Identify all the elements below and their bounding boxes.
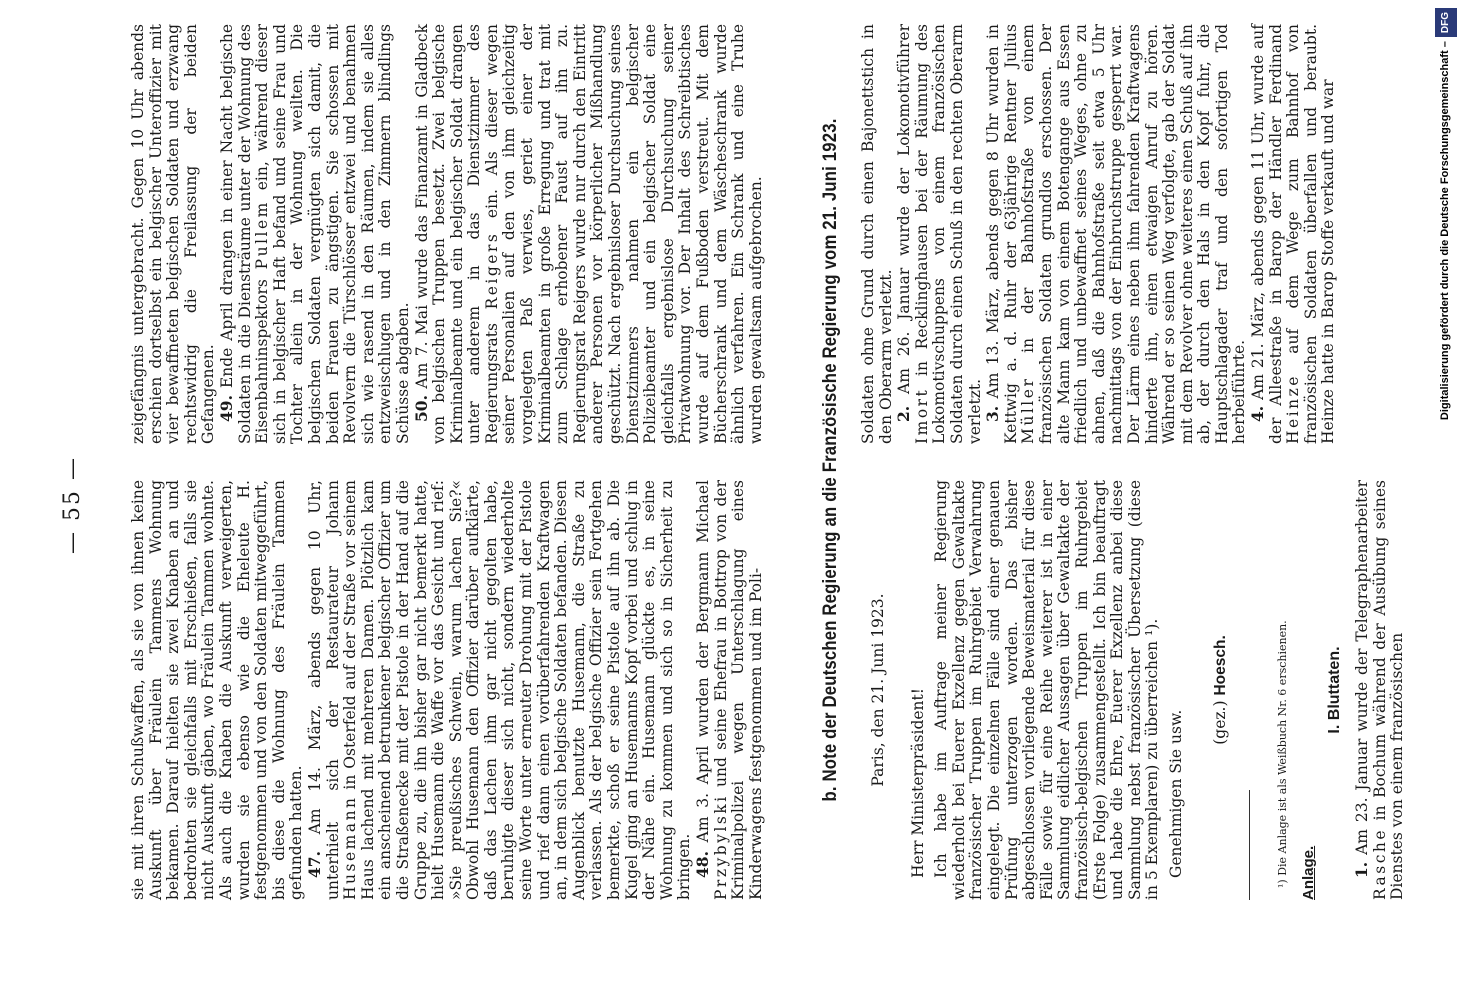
paragraph-text: in der Bahnhofstraße von einem französischen Soldaten grundlos erschossen. Der alte Mann kam von einem Botengange aus Essen friedlich und unbewaffnet seines Weges, ohne zu ahnen, daß die Bahnhofstraße seit etwa 5 Uhr nachmittags von der Einbruchstruppe gesperrt war. Der Lärm eines neben ihm fahrenden Kraftwagens hinderte ihn, einen etwaigen Anruf zu hören. Während er so seinen Weg verfolgte, gab der Soldat mit dem Revolver ohne weiteres einen Schuß auf ihn ab, der durch den Hals in den Kopf fuhr, die Hauptschlagader traf und den sofortigen Tod herbeiführte. [1019, 24, 1249, 444]
paragraph-text: und seine Ehefrau in Bottrop von der Kriminalpolizei wegen Unterschlagung eines Kinderwagens festgenommen und im Poli- [711, 480, 765, 900]
paragraph-number: 48. [693, 851, 712, 878]
paragraph-continuation: zeigefängnis untergebracht. Gegen 10 Uhr abends erschien dortselbst ein belgischer Unteroffizier mit vier bewaffneten belgischen Soldaten und erzwang rechtswidrig die Freilassung der beiden Gefangenen. [129, 24, 218, 444]
paragraph-text: Am 13. März, abends gegen 8 Uhr wurden in Kettwig a. d. Ruhr der 63jährige Rentner Julius [984, 24, 1020, 444]
person-name: Imort [912, 387, 931, 444]
paragraph-number: 50. [411, 395, 431, 422]
signature-name: Hoesch. [1211, 635, 1229, 696]
footnote-rule [1249, 790, 1250, 900]
paragraph-number: 1. [1352, 861, 1372, 878]
paragraph-text: Am 14. März, abends gegen 10 Uhr, unterhielt sich der Restaurateur Johann [305, 480, 342, 900]
paragraph-text: ein. Als dieser wegen seiner Personalien auf den von ihm gleichzeitig vorgelegten Paß verwies, geriet einer der Kriminalbeamten in große Erregung und trat mit zum Schlage erhobener Faust auf ihn zu. Regierungsrat Reigers wurde nur durch den Eintritt anderer Personen vor körperlicher Mißhandlung geschützt. Nach ergebnisloser Durchsuchung seines Dienstzimmers nahmen ein belgischer Polizeibeamter und ein belgischer Soldat eine gleichfalls ergebnislose Durchsuchung seiner Privatwohnung vor. Der Inhalt des Schreibtisches wurde auf dem Fußboden verstreut. Mit dem Bücherschrank und dem Wäscheschrank wurde ähnlich verfahren. Ein Schrank und eine Truhe wurden gewaltsam aufgebrochen. [482, 24, 765, 444]
person-name: Rasche [1370, 827, 1389, 900]
paragraph-text: Am 21. März, abends gegen 11 Uhr, wurde auf der Alleestraße in Barop der Händler Ferdinand [1249, 24, 1285, 444]
paragraph-number: 3. [983, 405, 1003, 422]
column-bottom-left [860, 480, 1407, 900]
person-name: Pullem [253, 200, 272, 270]
digitization-credit-text [1434, 0, 1456, 1000]
appendix-label: Anlage. [1300, 845, 1318, 900]
paragraph-47 [306, 480, 694, 900]
paragraph-number: 47. [304, 851, 324, 878]
letter-date: Paris, den 21. Juni 1923. [869, 593, 887, 787]
paragraph-2 [895, 24, 984, 444]
person-name: Müller [1019, 376, 1038, 444]
letter-salutation: Herr Ministerpräsident! [908, 688, 927, 878]
paragraph-text: Am 3. April wurden der Bergmann Michael [694, 480, 712, 843]
column-top-right [130, 24, 810, 444]
person-name: Reigers [482, 231, 501, 310]
paragraph-text: auf dem Wege zum Bahnhof von französischen Soldaten überfallen und beraubt. Heinze hatte in Barop Stoffe verkauft und war [1284, 24, 1338, 444]
paragraph-number: 4. [1248, 405, 1268, 422]
paragraph-continuation: sie mit ihren Schußwaffen, als sie von ihnen keine Auskunft über Fräulein Tammens Wohnung bekamen. Darauf hielten sie zwei Knaben an und bedrohten sie gleichfalls mit Erschießen, falls sie nicht Auskunft gäben, wo Fräulein Tammen wohnte. Als auch die Knaben die Auskunft verweigerten, wurden sie ebenso wie die Eheleute H. festgenommen und von den Soldaten mitweggeführt, bis diese die Wohnung des Fräulein Tammen gefunden hatten. [129, 480, 306, 900]
paragraph-number: 2. [894, 405, 914, 422]
person-name: Przybylski [711, 794, 730, 900]
footnote: ¹) Die Anlage ist als Weißbuch Nr. 6 erschienen. [1276, 620, 1290, 888]
page-number: — 55 — [60, 456, 85, 554]
paragraph-continuation: Soldaten ohne Grund durch einen Bajonettstich in den Oberarm verletzt. [859, 24, 895, 444]
letter-signature [1212, 480, 1230, 900]
paragraph-number: 49. [216, 395, 236, 422]
paragraph-text: in Osterfeld auf der Straße vor seinem Haus lachend mit mehreren Damen. Plötzlich kam ein anscheinend betrunkener belgischer Offizier um die Straßenecke mit der Pistole in der Hand auf die Gruppe zu, die ihn bisher gar nicht bemerkt hatte, hielt Husemann die Waffe vor das Gesicht und rief: »Sie preußisches Schwein, warum lachen Sie?« Obwohl Husemann den Offizier darüber aufklärte, daß das Lachen ihm gar nicht gegolten habe, beruhigte dieser sich nicht, sondern wiederholte seine Worte unter erneuter Drohung mit der Pistole und rief dann einen vorüberfahrenden Kraftwagen an, in dem sich belgische Soldaten befanden. Diesen Augenblick benutzte Husemann, die Straße zu verlassen. Als der belgische Offizier sein Fortgehen bemerkte, schoß er seine Pistole auf ihn ab. Die Kugel ging an Husemanns Kopf vorbei und schlug in der Nähe ein. Husemann glückte es, in seine Wohnung zu kommen und sich so in Sicherheit zu bringen. [341, 480, 694, 900]
paragraph-3 [984, 24, 1249, 444]
appendix-subheading: I. Bluttaten. [1325, 646, 1343, 734]
section-heading: b. Note der Deutschen Regierung an die Französische Regierung vom 21. Juni 1923. [820, 118, 841, 802]
column-bottom-right [860, 24, 1380, 444]
signature-prefix: (gez.) [1210, 700, 1229, 745]
paragraph-49 [218, 24, 413, 444]
person-name: Heinze [1284, 374, 1303, 444]
paragraph-1 [1353, 480, 1407, 900]
paragraph-text: in Recklinghausen bei der Räumung des Lokomotivschuppens von einem französischen Soldaten durch einen Schuß in den rechten Oberarm verletzt. [912, 24, 984, 444]
paragraph-50 [413, 24, 766, 444]
dfg-logo: DFG [1435, 8, 1457, 37]
paragraph-4 [1249, 24, 1338, 444]
person-name: Husemann [341, 795, 360, 900]
digitization-credit [1412, 0, 1451, 1000]
letter-body: Ich habe im Auftrage meiner Regierung wiederholt bei Euerer Exzellenz gegen Gewaltakte französischer Truppen im Ruhrgebiet Verwahrung eingelegt. Die einzelnen Fälle sind einer genauen Prüfung unterzogen worden. Das bisher abgeschlossen vorliegende Beweismaterial für diese Fälle sowie für eine Reihe weiterer ist in einer Sammlung eidlicher Aussagen über Gewaltakte der französisch-belgischen Truppen im Ruhrgebiet (Erste Folge) zusammengestellt. Ich bin beauftragt und habe die Ehre, Euerer Exzellenz anbei diese Sammlung nebst französischer Übersetzung (diese in 5 Exemplaren) zu überreichen ¹). [932, 480, 1162, 900]
paragraph-text: Am 7. Mai wurde das Finanzamt in Gladbeck von belgischen Truppen besetzt. Zwei belgische Kriminalbeamte und ein belgischer Soldat drangen unter anderem in das Dienstzimmer des Regierungsrats [412, 24, 501, 444]
document-page [40, 10, 1407, 1000]
paragraph-text: ein, während dieser sich in belgischer Haft befand und seine Frau und Tochter allein in der Wohnung weilten. Die belgischen Soldaten vergnügten sich damit, die beiden Frauen zu ängstigen. Sie schossen mit Revolvern die Türschlösser entzwei und benahmen sich wie rasend in den Räumen, indem sie alles entzweischlugen und in den Zimmern blindlings Schüsse abgaben. [253, 24, 412, 444]
letter-closing: Genehmigen Sie usw. [1166, 709, 1185, 878]
paragraph-text: in Bochum während der Ausübung seines Dienstes von einem französischen [1370, 480, 1407, 900]
paragraph-48 [694, 480, 765, 900]
paragraph-text: Am 23. Januar wurde der Telegraphenarbeiter [1353, 480, 1372, 855]
column-top-left [130, 480, 810, 900]
paragraph-text: Am 26. Januar wurde der Lokomotivführer [895, 24, 914, 394]
credit-text: Digitalisierung gefördert durch die Deutsche Forschungsgemeinschaft – [1439, 41, 1451, 421]
paragraph-text: Ende April drangen in einer Nacht belgische Soldaten in die Diensträume unter der Wohnung des Eisenbahninspektors [217, 24, 272, 444]
